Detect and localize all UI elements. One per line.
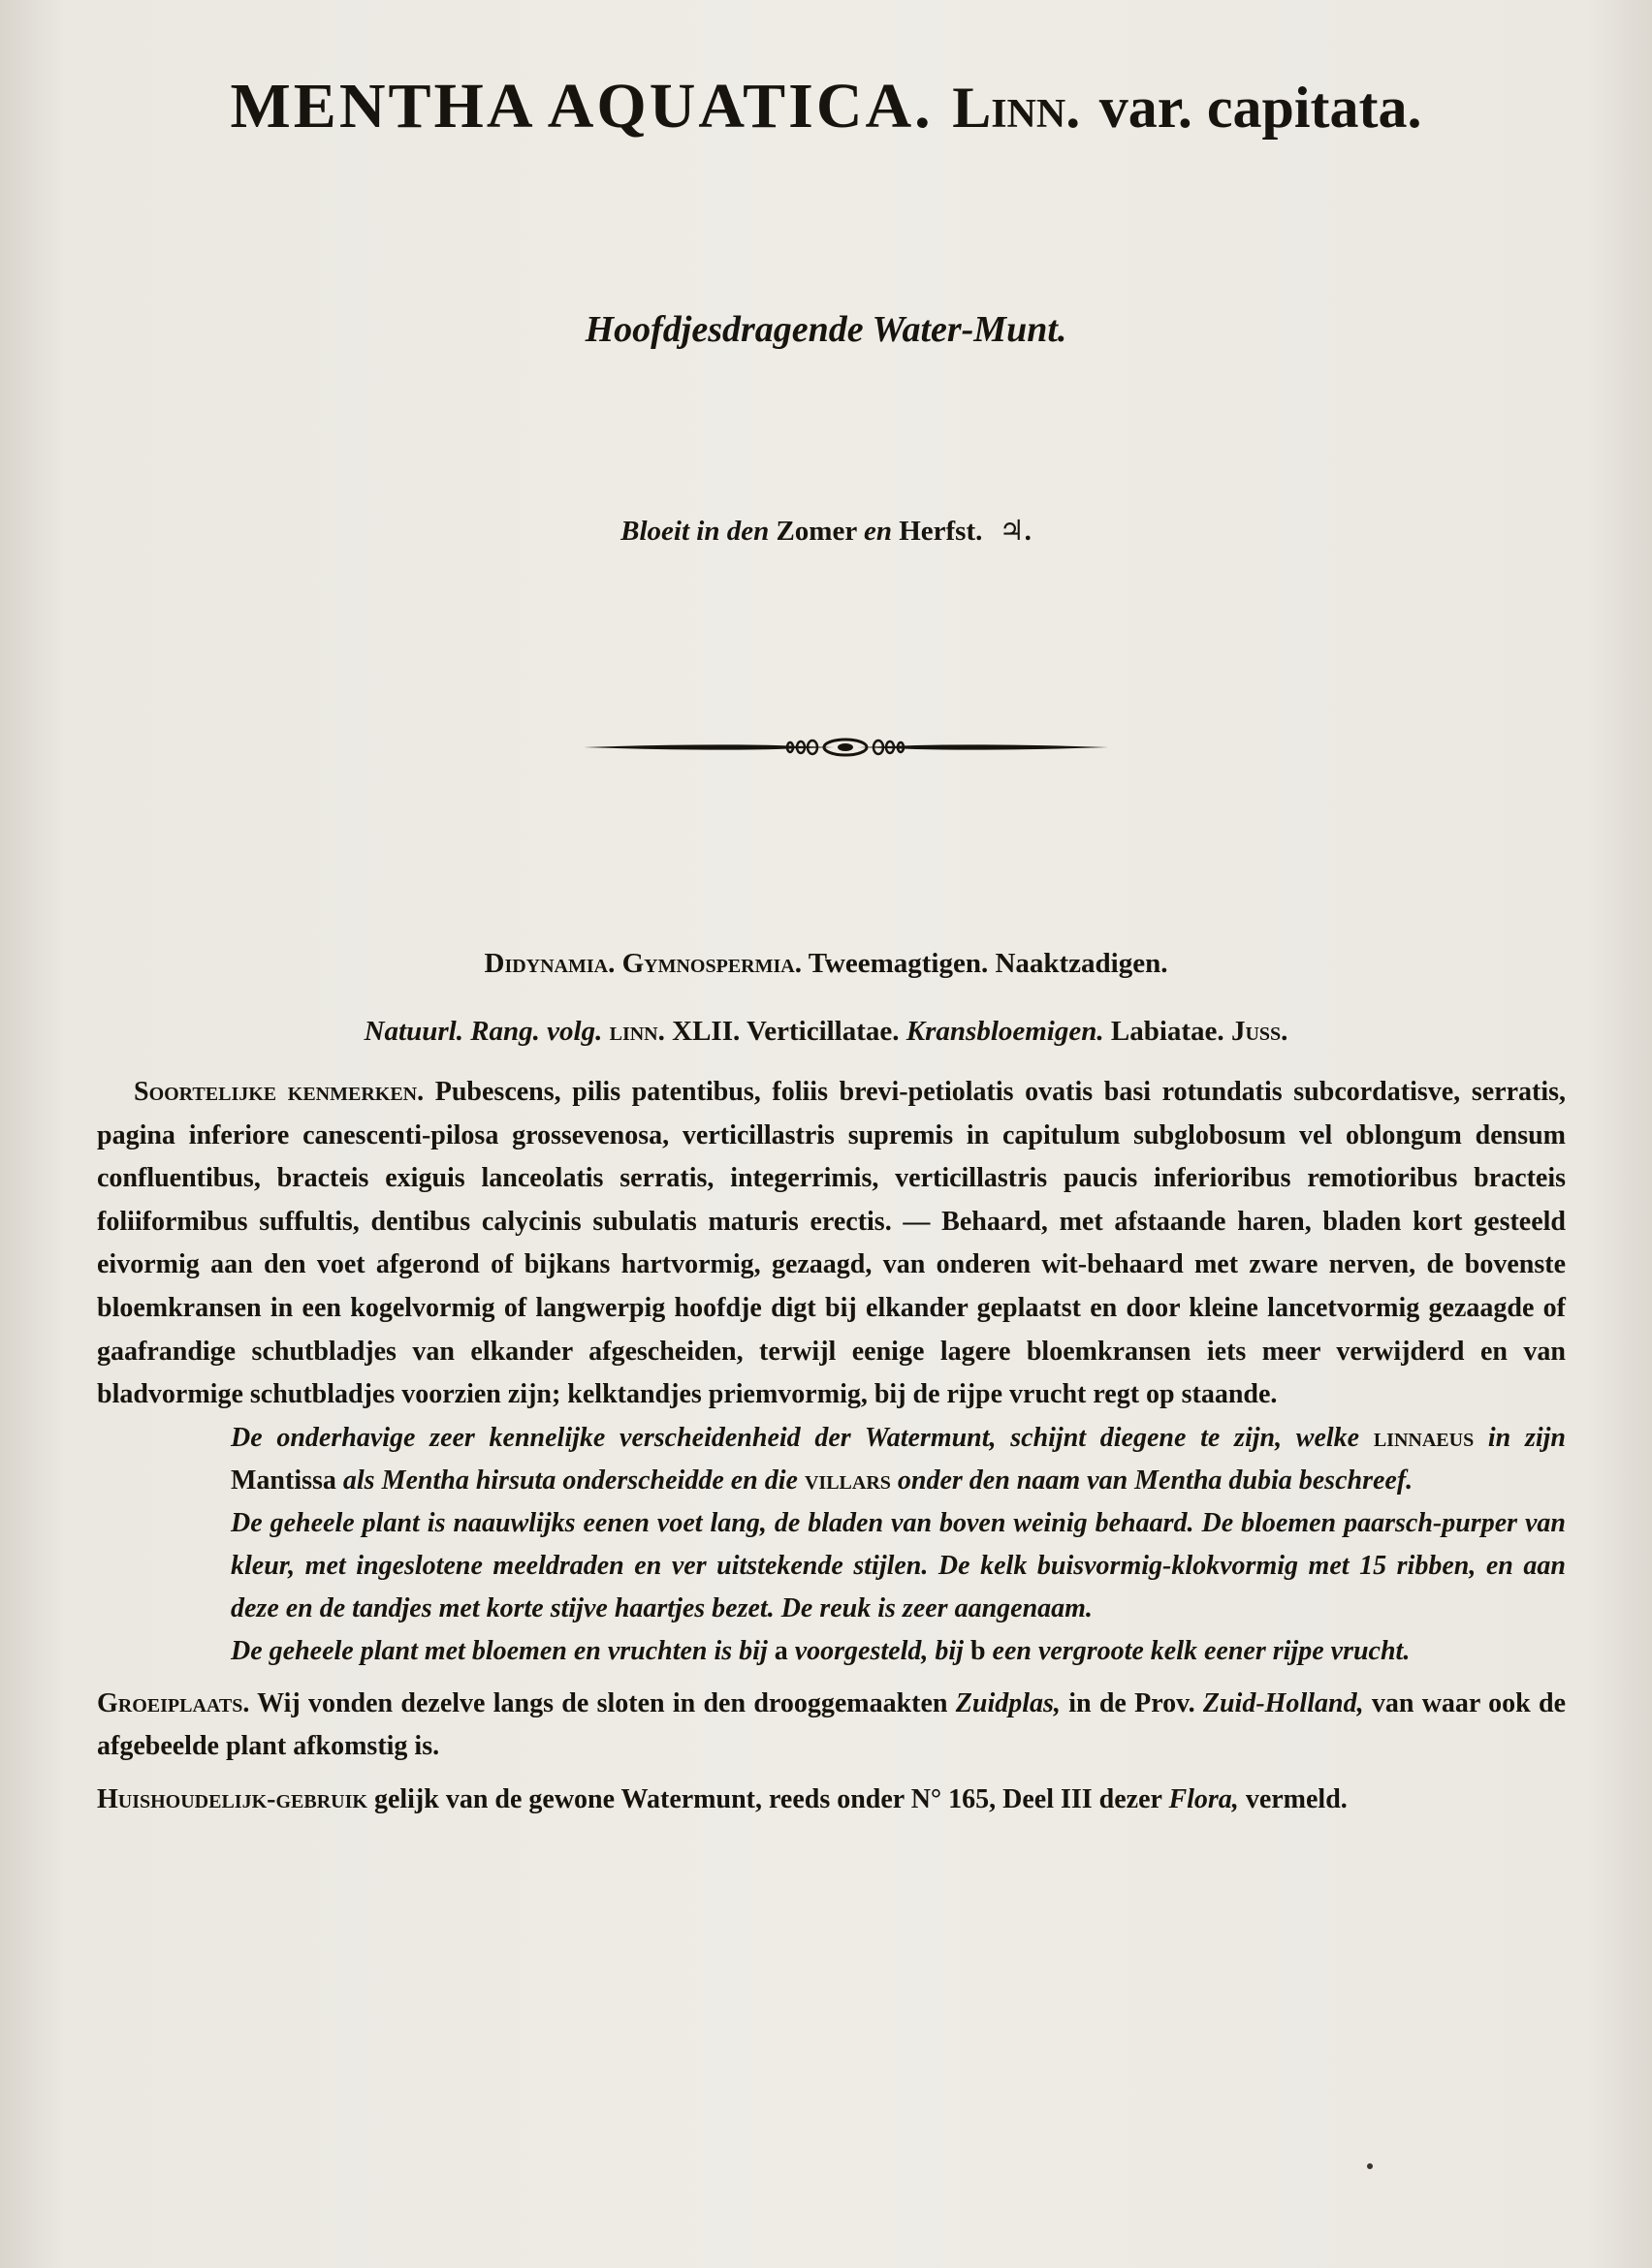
bloom-word: in den [696, 516, 770, 547]
habitat [97, 1683, 1566, 1769]
note-variety [231, 1417, 1566, 1502]
use-text: vermeld. [1245, 1783, 1348, 1814]
title-variety: var. capitata. [1098, 76, 1422, 140]
note-text: onder den naam van Mentha dubia beschreef. [897, 1465, 1414, 1496]
title-author: Linn. [952, 76, 1081, 140]
note-author: villars [804, 1465, 891, 1496]
figure-letter: a [774, 1635, 788, 1666]
section-label: Groeiplaats. [97, 1687, 250, 1718]
bloom-season: Herfst. [899, 516, 983, 547]
order-author: linn. [609, 1016, 665, 1047]
perennial-symbol: ♃. [999, 516, 1032, 547]
bloom-word: en [863, 516, 892, 547]
note-work: Mantissa [231, 1465, 336, 1496]
note-description: De geheele plant is naauwlijks eenen voet lang, de bladen van boven weinig behaard. De bloemen paarsch-purper van kleur, met ingeslotene meeldraden en ver uitstekende stijlen. De kelk buisvormig-klokvormig met 15 ribben, en aan deze en de tandjes met korte stijve haartjes bezet. De reuk is zeer aangenaam. [231, 1507, 1566, 1623]
note-text: De geheele plant met bloemen en vruchten is bij [231, 1635, 768, 1666]
page-dot [1367, 2163, 1373, 2169]
flowering-period [0, 514, 1652, 548]
page-title [0, 70, 1652, 143]
title-species: MENTHA AQUATICA. [230, 71, 934, 142]
use-work: Flora, [1168, 1783, 1239, 1814]
dutch-name: Hoofdjesdragende Water-Munt. [585, 309, 1067, 350]
species-characteristics [97, 1071, 1566, 1417]
order-latin: XLII. Verticillatae. [672, 1016, 900, 1047]
order-dutch: Kransbloemigen. [905, 1016, 1104, 1047]
characteristics-text: Pubescens, pilis patentibus, foliis brevi-petiolatis ovatis basi rotundatis subcordatisve, serratis, pagina inferiore canescenti-pilosa grossevenosa, verticillastris supremis in capitulum subglobosum vel oblongum densum confluentibus, bracteis exiguis lanceolatis serratis, integerrimis, verticillastris paucis inferioribus remotioribus bracteis foliiformibus suffultis, dentibus calycinis subulatis maturis erectis. — Behaard, met afstaande haren, bladen kort gesteeld eivormig aan den voet afgerond of bijkans hartvormig, gezaagd, van onderen wit-behaard met zware nerven, de bovenste bloemkransen in een kogelvormig of langwerpig hoofdje digt bij elkander geplaatst en door kleine lancetvormig gezaagde of gaafrandige schutbladjes van elkander afgescheiden, terwijl eenige lagere bloemkransen iets meer verwijderd en van bladvormige schutbladjes voorzien zijn; kelktandjes priemvormig, bij de rijpe vrucht regt op staande. [97, 1077, 1567, 1410]
habitat-text: in de Prov. [1068, 1687, 1195, 1718]
note-text: een vergroote kelk eener rijpe vrucht. [992, 1635, 1411, 1666]
class-latin: Didynamia. Gymnospermia. [484, 948, 802, 979]
note-text: als Mentha hirsuta onderscheidde en die [342, 1465, 798, 1496]
habitat-text: van waar ook de afgebeelde plant afkomstig is. [97, 1687, 1566, 1762]
order-family-author: Juss. [1230, 1016, 1288, 1047]
note-text: voorgesteld, bij [794, 1635, 964, 1666]
bloom-word: Bloeit [620, 516, 690, 547]
ornament-divider-icon [582, 727, 1110, 768]
habitat-text: Wij vonden dezelve langs de sloten in den drooggemaakten [257, 1687, 948, 1718]
section-label: Soortelijke kenmerken. [134, 1077, 425, 1107]
natural-order [0, 1016, 1652, 1048]
linnaean-class [0, 948, 1652, 980]
order-label: Natuurl. Rang. volg. [364, 1016, 603, 1047]
section-label: Huishoudelijk-gebruik [97, 1783, 367, 1814]
note-text: in zijn [1487, 1422, 1567, 1453]
habitat-province: Zuid-Holland, [1202, 1687, 1364, 1718]
class-dutch: Tweemagtigen. Naaktzadigen. [808, 948, 1168, 979]
figure-letter: b [969, 1635, 986, 1666]
description-body [97, 1071, 1566, 1822]
note-figures [231, 1630, 1566, 1673]
household-use [97, 1779, 1566, 1822]
note-text: De onderhavige zeer kennelijke verscheidenheid der Watermunt, schijnt diegene te zijn, welke [231, 1422, 1360, 1453]
order-family: Labiatae. [1110, 1016, 1224, 1047]
bloom-season: Zomer [776, 516, 857, 547]
note-author: linnaeus [1373, 1422, 1475, 1453]
habitat-place: Zuidplas, [955, 1687, 1061, 1718]
use-text: gelijk van de gewone Watermunt, reeds onder N° 165, Deel III dezer [373, 1783, 1162, 1814]
